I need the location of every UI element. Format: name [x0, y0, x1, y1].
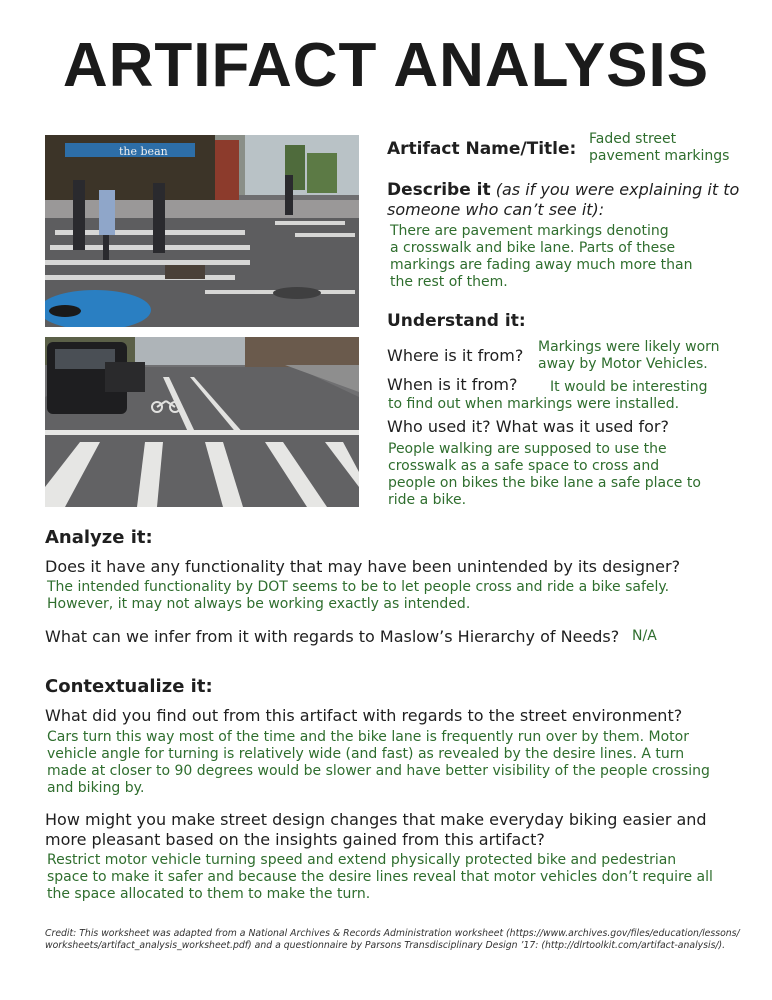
describe-prompt	[387, 180, 757, 219]
analyze-answer-line: The intended functionality by DOT seems to be to let people cross and ride a bike safely.	[47, 579, 670, 595]
analyze-answer-1	[47, 579, 669, 613]
bike-lane-illustration	[45, 337, 359, 507]
photo-bike-lane	[45, 337, 359, 507]
who-answer-line: ride a bike.	[388, 492, 467, 508]
contextualize-answer-line: Cars turn this way most of the time and the bike lane is frequently run over by them. Motor	[47, 729, 689, 745]
when-answer-line: It would be interesting	[550, 379, 708, 395]
intersection-illustration	[45, 135, 359, 327]
artifact-name-value	[589, 131, 729, 165]
where-answer-line: Markings were likely worn	[538, 339, 720, 355]
where-question: Where is it from?	[387, 346, 524, 365]
contextualize-answer-2	[47, 852, 713, 903]
describe-answer-line: markings are fading away much more than	[390, 257, 693, 273]
describe-heading: Describe it	[387, 180, 491, 200]
credit-line: worksheets/artifact_analysis_worksheet.pdf) and a questionnaire by Parsons Transdisciplinary Design ’17: (http://dlrtoolkit.com/artifact-analysis/).	[45, 940, 726, 951]
contextualize-question-line: more pleasant based on the insights gained from this artifact?	[45, 830, 545, 849]
describe-answer-line: the rest of them.	[390, 274, 508, 290]
who-answer-line: People walking are supposed to use the	[388, 441, 667, 457]
analyze-answer-2: N/A	[632, 628, 657, 644]
credit-note	[45, 928, 740, 952]
analyze-answer-line: However, it may not always be working exactly as intended.	[47, 596, 471, 612]
who-answer-line: people on bikes the bike lane a safe place to	[388, 475, 701, 491]
contextualize-heading: Contextualize it:	[45, 676, 213, 697]
contextualize-question-1: What did you find out from this artifact with regards to the street environment?	[45, 706, 683, 725]
contextualize-answer-1	[47, 729, 710, 797]
describe-hint-line: someone who can’t see it):	[387, 200, 605, 219]
describe-hint-line: (as if you were explaining it to	[495, 180, 740, 199]
contextualize-answer-line: Restrict motor vehicle turning speed and extend physically protected bike and pedestrian	[47, 852, 677, 868]
contextualize-question-2	[45, 810, 707, 850]
who-question: Who used it? What was it used for?	[387, 417, 669, 436]
analyze-heading: Analyze it:	[45, 527, 153, 548]
where-answer-line: away by Motor Vehicles.	[538, 356, 708, 372]
where-answer	[538, 339, 720, 373]
shop-sign-text: the bean	[119, 145, 168, 158]
artifact-name-value-line: pavement markings	[589, 148, 730, 164]
contextualize-answer-line: and biking by.	[47, 780, 145, 796]
when-answer-line: to find out when markings were installed.	[388, 396, 680, 412]
analyze-question-1: Does it have any functionality that may have been unintended by its designer?	[45, 557, 681, 576]
contextualize-question-line: How might you make street design changes that make everyday biking easier and	[45, 810, 707, 829]
photo-intersection	[45, 135, 359, 327]
describe-answer-line: a crosswalk and bike lane. Parts of these	[390, 240, 676, 256]
who-answer	[388, 441, 701, 509]
analyze-question-2: What can we infer from it with regards to Maslow’s Hierarchy of Needs?	[45, 627, 620, 646]
artifact-name-value-line: Faded street	[589, 131, 677, 147]
page-title: ARTIFACT ANALYSIS	[62, 31, 710, 100]
contextualize-answer-line: made at closer to 90 degrees would be slower and have better visibility of the people crossing	[47, 763, 710, 779]
artifact-name-label: Artifact Name/Title:	[387, 139, 577, 159]
credit-line: Credit: This worksheet was adapted from a National Archives & Records Administration worksheet (https://www.archives.gov/files/education/lessons/	[45, 928, 740, 939]
contextualize-answer-line: the space allocated to them to make the turn.	[47, 886, 371, 902]
describe-answer-line: There are pavement markings denoting	[390, 223, 669, 239]
understand-heading: Understand it:	[387, 311, 526, 331]
describe-answer	[390, 223, 692, 291]
when-question: When is it from?	[387, 375, 518, 394]
contextualize-answer-line: space to make it safer and because the desire lines reveal that motor vehicles don’t require all	[47, 869, 713, 885]
who-answer-line: crosswalk as a safe space to cross and	[388, 458, 660, 474]
contextualize-answer-line: vehicle angle for turning is relatively wide (and fast) as revealed by the desire lines. A turn	[47, 746, 685, 762]
